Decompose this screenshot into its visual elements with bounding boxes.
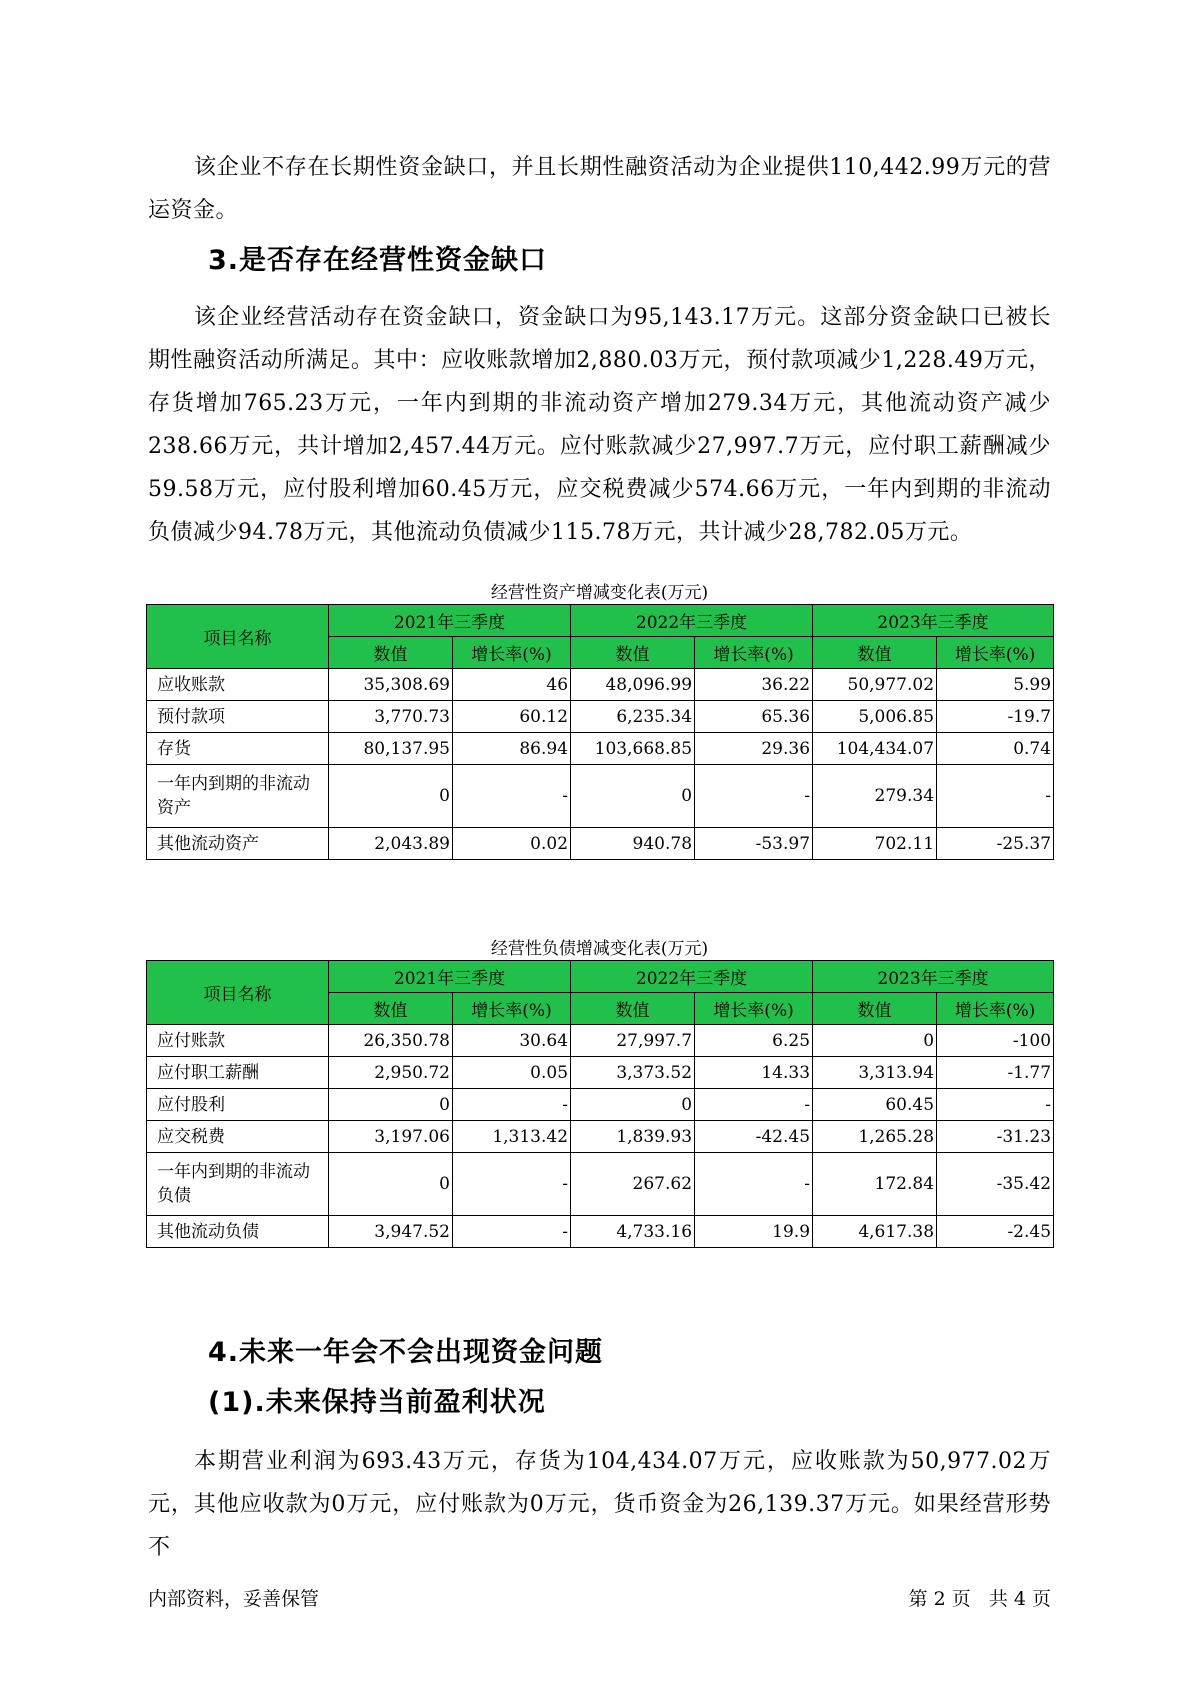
growth-header: 增长率(%) (453, 993, 571, 1025)
growth-cell: -100 (937, 1025, 1054, 1057)
value-cell: 80,137.95 (329, 733, 453, 765)
growth-cell: -42.45 (695, 1121, 813, 1153)
growth-cell: -1.77 (937, 1057, 1054, 1089)
value-header: 数值 (571, 637, 695, 669)
growth-cell: - (453, 1089, 571, 1121)
value-cell: 4,733.16 (571, 1216, 695, 1248)
value-cell: 35,308.69 (329, 669, 453, 701)
row-name: 应交税费 (147, 1121, 329, 1153)
period-header: 2021年三季度 (329, 961, 571, 993)
value-cell: 4,617.38 (813, 1216, 937, 1248)
value-cell: 172.84 (813, 1153, 937, 1216)
value-cell: 60.45 (813, 1089, 937, 1121)
value-cell: 26,350.78 (329, 1025, 453, 1057)
value-cell: 702.11 (813, 828, 937, 860)
growth-cell: 0.74 (937, 733, 1054, 765)
value-header: 数值 (813, 993, 937, 1025)
value-cell: 48,096.99 (571, 669, 695, 701)
growth-cell: - (695, 1153, 813, 1216)
growth-cell: -25.37 (937, 828, 1054, 860)
asset-table-body (147, 669, 1054, 860)
table-row (147, 701, 1054, 733)
value-cell: 0 (329, 765, 453, 828)
growth-cell: 29.36 (695, 733, 813, 765)
footer-confidential-note: 内部资料，妥善保管 (148, 1588, 320, 1610)
value-cell: 0 (329, 1089, 453, 1121)
growth-cell: 6.25 (695, 1025, 813, 1057)
growth-cell: 86.94 (453, 733, 571, 765)
growth-cell: - (453, 1216, 571, 1248)
liability-change-table (146, 960, 1054, 1248)
table-row (147, 669, 1054, 701)
section-heading-operating-gap: 3.是否存在经营性资金缺口 (208, 245, 548, 276)
value-cell: 940.78 (571, 828, 695, 860)
growth-cell: - (695, 1089, 813, 1121)
growth-cell: 65.36 (695, 701, 813, 733)
growth-cell: -53.97 (695, 828, 813, 860)
table-row (147, 1025, 1054, 1057)
growth-cell: 19.9 (695, 1216, 813, 1248)
growth-header: 增长率(%) (937, 637, 1054, 669)
growth-cell: - (453, 1153, 571, 1216)
row-name: 应付股利 (147, 1089, 329, 1121)
growth-cell: - (937, 1089, 1054, 1121)
value-cell: 2,950.72 (329, 1057, 453, 1089)
subsection-heading-current-profit: (1).未来保持当前盈利状况 (208, 1387, 546, 1418)
growth-cell: -19.7 (937, 701, 1054, 733)
row-name: 预付款项 (147, 701, 329, 733)
growth-cell: - (937, 765, 1054, 828)
growth-header: 增长率(%) (453, 637, 571, 669)
growth-header: 增长率(%) (937, 993, 1054, 1025)
table-row (147, 1216, 1054, 1248)
table-row (147, 1089, 1054, 1121)
footer-page-number: 第 2 页 共 4 页 (908, 1588, 1051, 1610)
value-cell: 1,265.28 (813, 1121, 937, 1153)
growth-cell: 36.22 (695, 669, 813, 701)
row-name: 应付职工薪酬 (147, 1057, 329, 1089)
value-cell: 6,235.34 (571, 701, 695, 733)
value-cell: 1,839.93 (571, 1121, 695, 1153)
row-name: 其他流动负债 (147, 1216, 329, 1248)
row-name: 应付账款 (147, 1025, 329, 1057)
value-cell: 3,947.52 (329, 1216, 453, 1248)
table-row (147, 765, 1054, 828)
value-header: 数值 (813, 637, 937, 669)
row-name: 一年内到期的非流动资产 (147, 765, 329, 828)
value-cell: 3,197.06 (329, 1121, 453, 1153)
growth-cell: 46 (453, 669, 571, 701)
growth-cell: 30.64 (453, 1025, 571, 1057)
growth-cell: -31.23 (937, 1121, 1054, 1153)
table-row (147, 1153, 1054, 1216)
growth-cell: 14.33 (695, 1057, 813, 1089)
paragraph-current-profit: 本期营业利润为693.43万元，存货为104,434.07万元，应收账款为50,977.02万元，其他应收款为0万元，应付账款为0万元，货币资金为26,139.37万元。如果经营形势不 (148, 1449, 1051, 1560)
value-header: 数值 (329, 637, 453, 669)
value-cell: 2,043.89 (329, 828, 453, 860)
growth-cell: - (453, 765, 571, 828)
value-cell: 3,373.52 (571, 1057, 695, 1089)
growth-cell: - (695, 765, 813, 828)
value-cell: 0 (813, 1025, 937, 1057)
growth-cell: 1,313.42 (453, 1121, 571, 1153)
table-row (147, 733, 1054, 765)
value-header: 数值 (571, 993, 695, 1025)
paragraph-operating-gap: 该企业经营活动存在资金缺口，资金缺口为95,143.17万元。这部分资金缺口已被长期性融资活动所满足。其中：应收账款增加2,880.03万元，预付款项减少1,228.49万元，存货增加765.23万元，一年内到期的非流动资产增加279.34万元，其他流动资产减少238.66万元，共计增加2,457.44万元。应付账款减少27,997.7万元，应付职工薪酬减少59.58万元，应付股利增加60.45万元，应交税费减少574.66万元，一年内到期的非流动负债减少94.78万元，其他流动负债减少115.78万元，共计减少28,782.05万元。 (148, 305, 1051, 545)
table-row (147, 1057, 1054, 1089)
value-header: 数值 (329, 993, 453, 1025)
asset-table-caption: 经营性资产增减变化表(万元) (490, 583, 709, 603)
period-header: 2023年三季度 (813, 961, 1054, 993)
section-heading-future-funding: 4.未来一年会不会出现资金问题 (208, 1337, 604, 1368)
asset-change-table (146, 604, 1054, 860)
table-row (147, 828, 1054, 860)
value-cell: 3,313.94 (813, 1057, 937, 1089)
growth-cell: -35.42 (937, 1153, 1054, 1216)
period-header: 2022年三季度 (571, 605, 813, 637)
value-cell: 0 (571, 1089, 695, 1121)
row-name: 其他流动资产 (147, 828, 329, 860)
growth-header: 增长率(%) (695, 637, 813, 669)
liability-table-body (147, 1025, 1054, 1248)
row-name: 应收账款 (147, 669, 329, 701)
liability-table-caption: 经营性负债增减变化表(万元) (490, 939, 709, 959)
paragraph-long-term-funding: 该企业不存在长期性资金缺口，并且长期性融资活动为企业提供110,442.99万元的营运资金。 (148, 155, 1051, 223)
growth-cell: -2.45 (937, 1216, 1054, 1248)
value-cell: 279.34 (813, 765, 937, 828)
period-header: 2022年三季度 (571, 961, 813, 993)
value-cell: 50,977.02 (813, 669, 937, 701)
item-name-header: 项目名称 (147, 961, 329, 1025)
period-header: 2021年三季度 (329, 605, 571, 637)
value-cell: 3,770.73 (329, 701, 453, 733)
value-cell: 104,434.07 (813, 733, 937, 765)
value-cell: 0 (329, 1153, 453, 1216)
row-name: 存货 (147, 733, 329, 765)
growth-cell: 60.12 (453, 701, 571, 733)
growth-header: 增长率(%) (695, 993, 813, 1025)
growth-cell: 5.99 (937, 669, 1054, 701)
period-header: 2023年三季度 (813, 605, 1054, 637)
growth-cell: 0.05 (453, 1057, 571, 1089)
value-cell: 103,668.85 (571, 733, 695, 765)
table-row (147, 1121, 1054, 1153)
value-cell: 267.62 (571, 1153, 695, 1216)
value-cell: 27,997.7 (571, 1025, 695, 1057)
value-cell: 0 (571, 765, 695, 828)
item-name-header: 项目名称 (147, 605, 329, 669)
row-name: 一年内到期的非流动负债 (147, 1153, 329, 1216)
value-cell: 5,006.85 (813, 701, 937, 733)
growth-cell: 0.02 (453, 828, 571, 860)
